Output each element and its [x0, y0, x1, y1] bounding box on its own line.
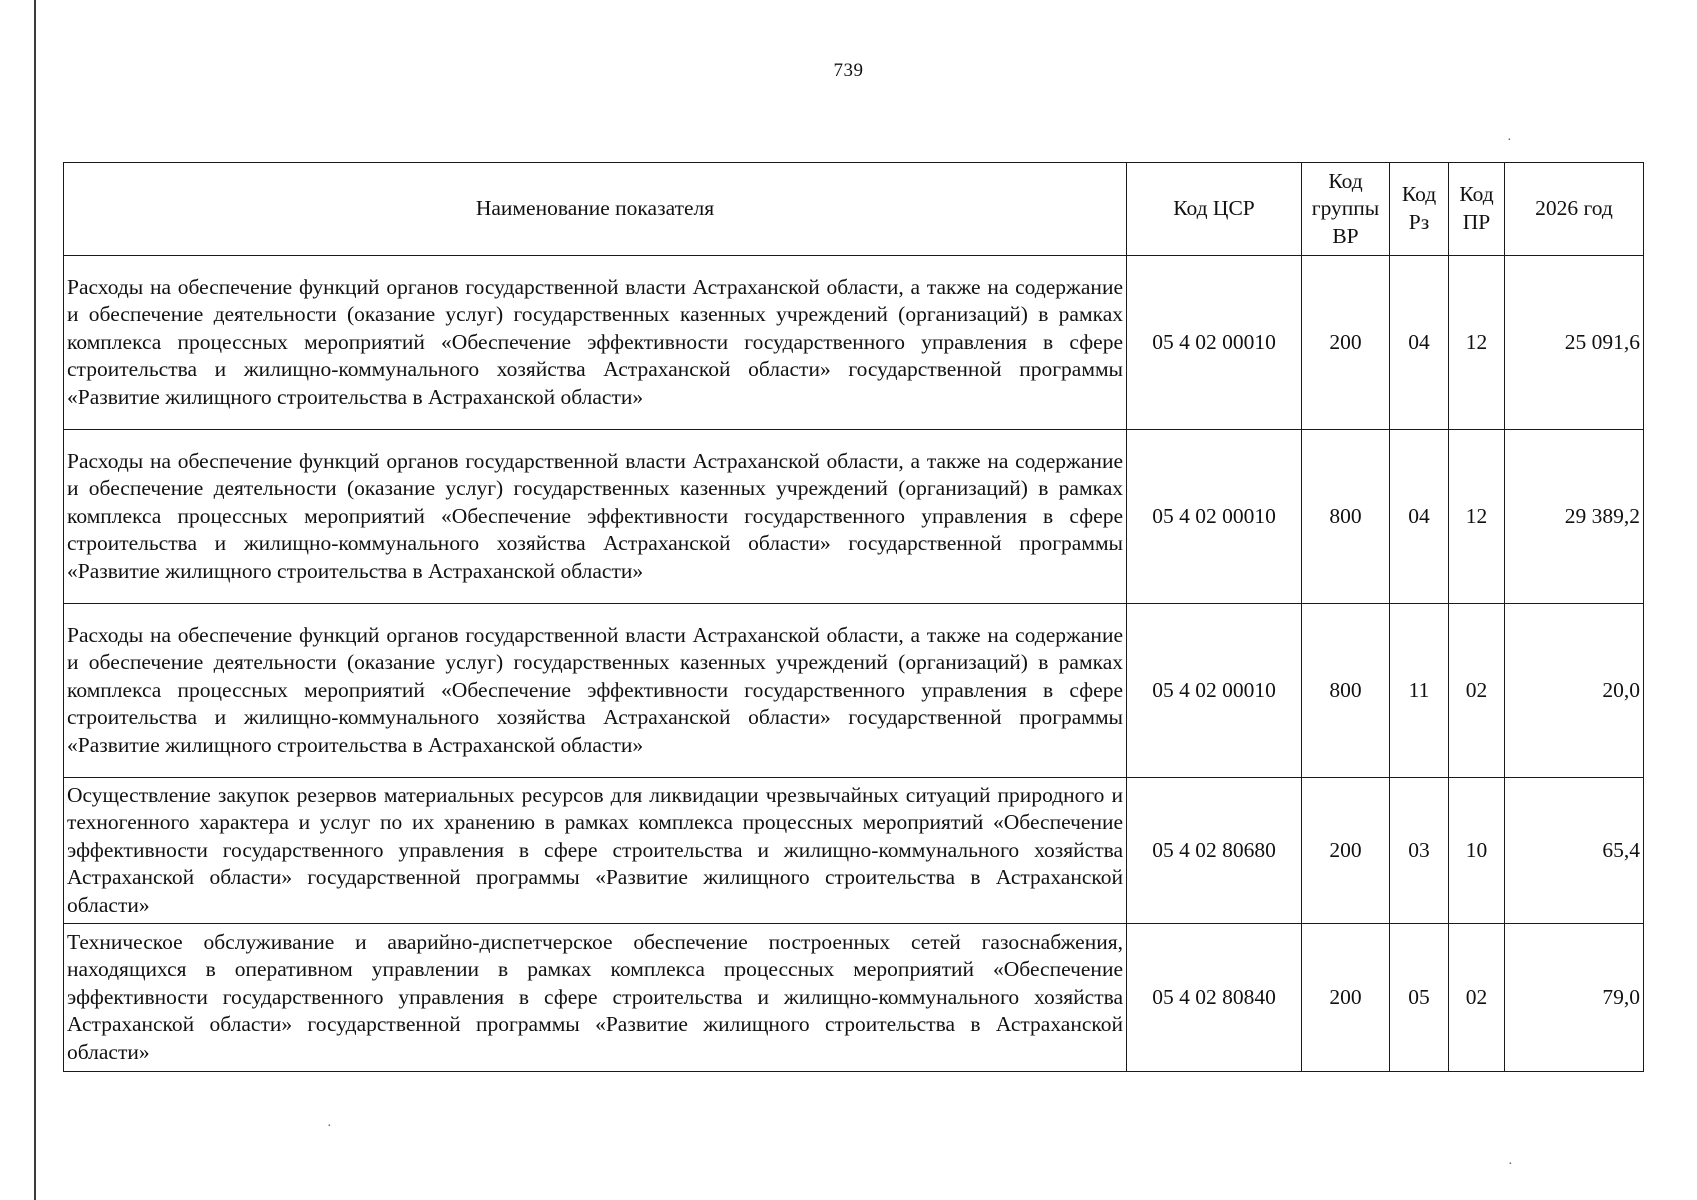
- row-rz-code: 04: [1390, 256, 1449, 430]
- row-csr-code: 05 4 02 80840: [1127, 924, 1302, 1072]
- row-rz-code: 04: [1390, 430, 1449, 604]
- table-row: [64, 430, 1644, 604]
- row-csr-code: 05 4 02 80680: [1127, 778, 1302, 924]
- budget-table: [63, 162, 1644, 1072]
- row-name: Расходы на обеспечение функций органов государственной власти Астраханской области, а также на содержание и обеспечение деятельности (оказание услуг) государственных казенных учреждений (организаций) в рамках комплекса процессных мероприятий «Обеспечение эффективности государственного управления в сфере строительства и жилищно-коммунального хозяйства Астраханской области» государственной программы «Развитие жилищного строительства в Астраханской области»: [64, 604, 1127, 778]
- header-year: 2026 год: [1505, 163, 1644, 256]
- row-rz-code: 05: [1390, 924, 1449, 1072]
- row-csr-code: 05 4 02 00010: [1127, 256, 1302, 430]
- row-pr-code: 12: [1449, 256, 1505, 430]
- table-header: [64, 163, 1644, 256]
- row-vr-code: 200: [1302, 256, 1390, 430]
- row-name: Осуществление закупок резервов материальных ресурсов для ликвидации чрезвычайных ситуаций природного и техногенного характера и услуг по их хранению в рамках комплекса процессных мероприятий «Обеспечение эффективности государственного управления в сфере строительства и жилищно-коммунального хозяйства Астраханской области» государственной программы «Развитие жилищного строительства в Астраханской области»: [64, 778, 1127, 924]
- row-pr-code: 02: [1449, 924, 1505, 1072]
- row-vr-code: 800: [1302, 430, 1390, 604]
- scan-speck: ·: [327, 1119, 332, 1134]
- row-name: Расходы на обеспечение функций органов государственной власти Астраханской области, а также на содержание и обеспечение деятельности (оказание услуг) государственных казенных учреждений (организаций) в рамках комплекса процессных мероприятий «Обеспечение эффективности государственного управления в сфере строительства и жилищно-коммунального хозяйства Астраханской области» государственной программы «Развитие жилищного строительства в Астраханской области»: [64, 430, 1127, 604]
- row-vr-code: 200: [1302, 778, 1390, 924]
- row-vr-code: 200: [1302, 924, 1390, 1072]
- row-amount: 65,4: [1505, 778, 1644, 924]
- row-rz-code: 11: [1390, 604, 1449, 778]
- table-row: [64, 778, 1644, 924]
- scan-speck: ·: [1508, 1157, 1513, 1172]
- row-amount: 29 389,2: [1505, 430, 1644, 604]
- row-name: Расходы на обеспечение функций органов государственной власти Астраханской области, а также на содержание и обеспечение деятельности (оказание услуг) государственных казенных учреждений (организаций) в рамках комплекса процессных мероприятий «Обеспечение эффективности государственного управления в сфере строительства и жилищно-коммунального хозяйства Астраханской области» государственной программы «Развитие жилищного строительства в Астраханской области»: [64, 256, 1127, 430]
- row-pr-code: 10: [1449, 778, 1505, 924]
- row-csr-code: 05 4 02 00010: [1127, 604, 1302, 778]
- table-row: [64, 604, 1644, 778]
- header-csr-code: Код ЦСР: [1127, 163, 1302, 256]
- table-row: [64, 924, 1644, 1072]
- page-number: 739: [833, 60, 864, 81]
- row-csr-code: 05 4 02 00010: [1127, 430, 1302, 604]
- header-name: Наименование показателя: [64, 163, 1127, 256]
- header-row: [64, 163, 1644, 256]
- table-row: [64, 256, 1644, 430]
- table-body: [64, 256, 1644, 1072]
- row-amount: 79,0: [1505, 924, 1644, 1072]
- row-amount: 25 091,6: [1505, 256, 1644, 430]
- header-vr-code: Код группы ВР: [1302, 163, 1390, 256]
- scan-speck: ·: [1507, 133, 1512, 148]
- header-rz-code: Код Рз: [1390, 163, 1449, 256]
- row-pr-code: 02: [1449, 604, 1505, 778]
- header-pr-code: Код ПР: [1449, 163, 1505, 256]
- row-name: Техническое обслуживание и аварийно-диспетчерское обеспечение построенных сетей газоснабжения, находящихся в оперативном управлении в рамках комплекса процессных мероприятий «Обеспечение эффективности государственного управления в сфере строительства и жилищно-коммунального хозяйства Астраханской области» государственной программы «Развитие жилищного строительства в Астраханской области»: [64, 924, 1127, 1072]
- row-vr-code: 800: [1302, 604, 1390, 778]
- row-amount: 20,0: [1505, 604, 1644, 778]
- row-rz-code: 03: [1390, 778, 1449, 924]
- scan-edge-line: [34, 0, 36, 1200]
- row-pr-code: 12: [1449, 430, 1505, 604]
